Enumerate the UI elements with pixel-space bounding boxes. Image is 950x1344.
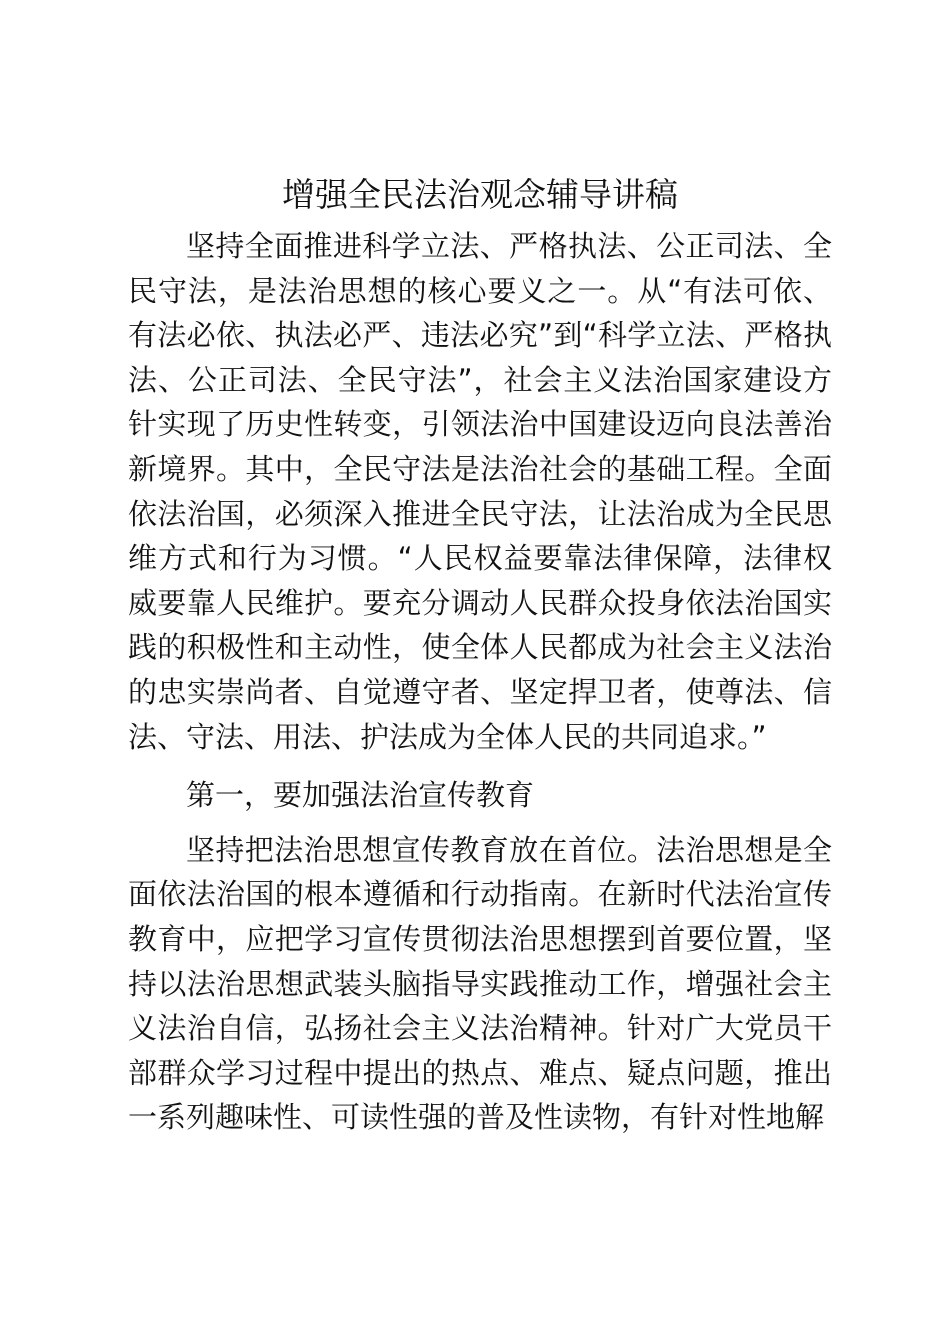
paragraph-section-1: 坚持把法治思想宣传教育放在首位。法治思想是全面依法治国的根本遵循和行动指南。在新时代法治宣传教育中，应把学习宣传贯彻法治思想摆到首要位置，坚持以法治思想武装头脑指导实践推动工作，增强社会主义法治自信，弘扬社会主义法治精神。针对广大党员干部群众学习过程中提出的热点、难点、疑点问题，推出一系列趣味性、可读性强的普及性读物，有针对性地解 (128, 832, 832, 1135)
document-page (128, 170, 832, 1140)
document-title: 增强全民法治观念辅导讲稿 (282, 175, 678, 214)
paragraph-intro: 坚持全面推进科学立法、严格执法、公正司法、全民守法，是法治思想的核心要义之一。从“有法可依、有法必依、执法必严、违法必究”到“科学立法、严格执法、公正司法、全民守法”，社会主义法治国家建设方针实现了历史性转变，引领法治中国建设迈向良法善治新境界。其中，全民守法是法治社会的基础工程。全面依法治国，必须深入推进全民守法，让法治成为全民思维方式和行为习惯。“人民权益要靠法律保障，法律权威要靠人民维护。要充分调动人民群众投身依法治国实践的积极性和主动性，使全体人民都成为社会主义法治的忠实崇尚者、自觉遵守者、坚定捍卫者，使尊法、信法、守法、用法、护法成为全体人民的共同追求。” (128, 229, 832, 754)
section-heading-1: 第一，要加强法治宣传教育 (186, 778, 535, 813)
